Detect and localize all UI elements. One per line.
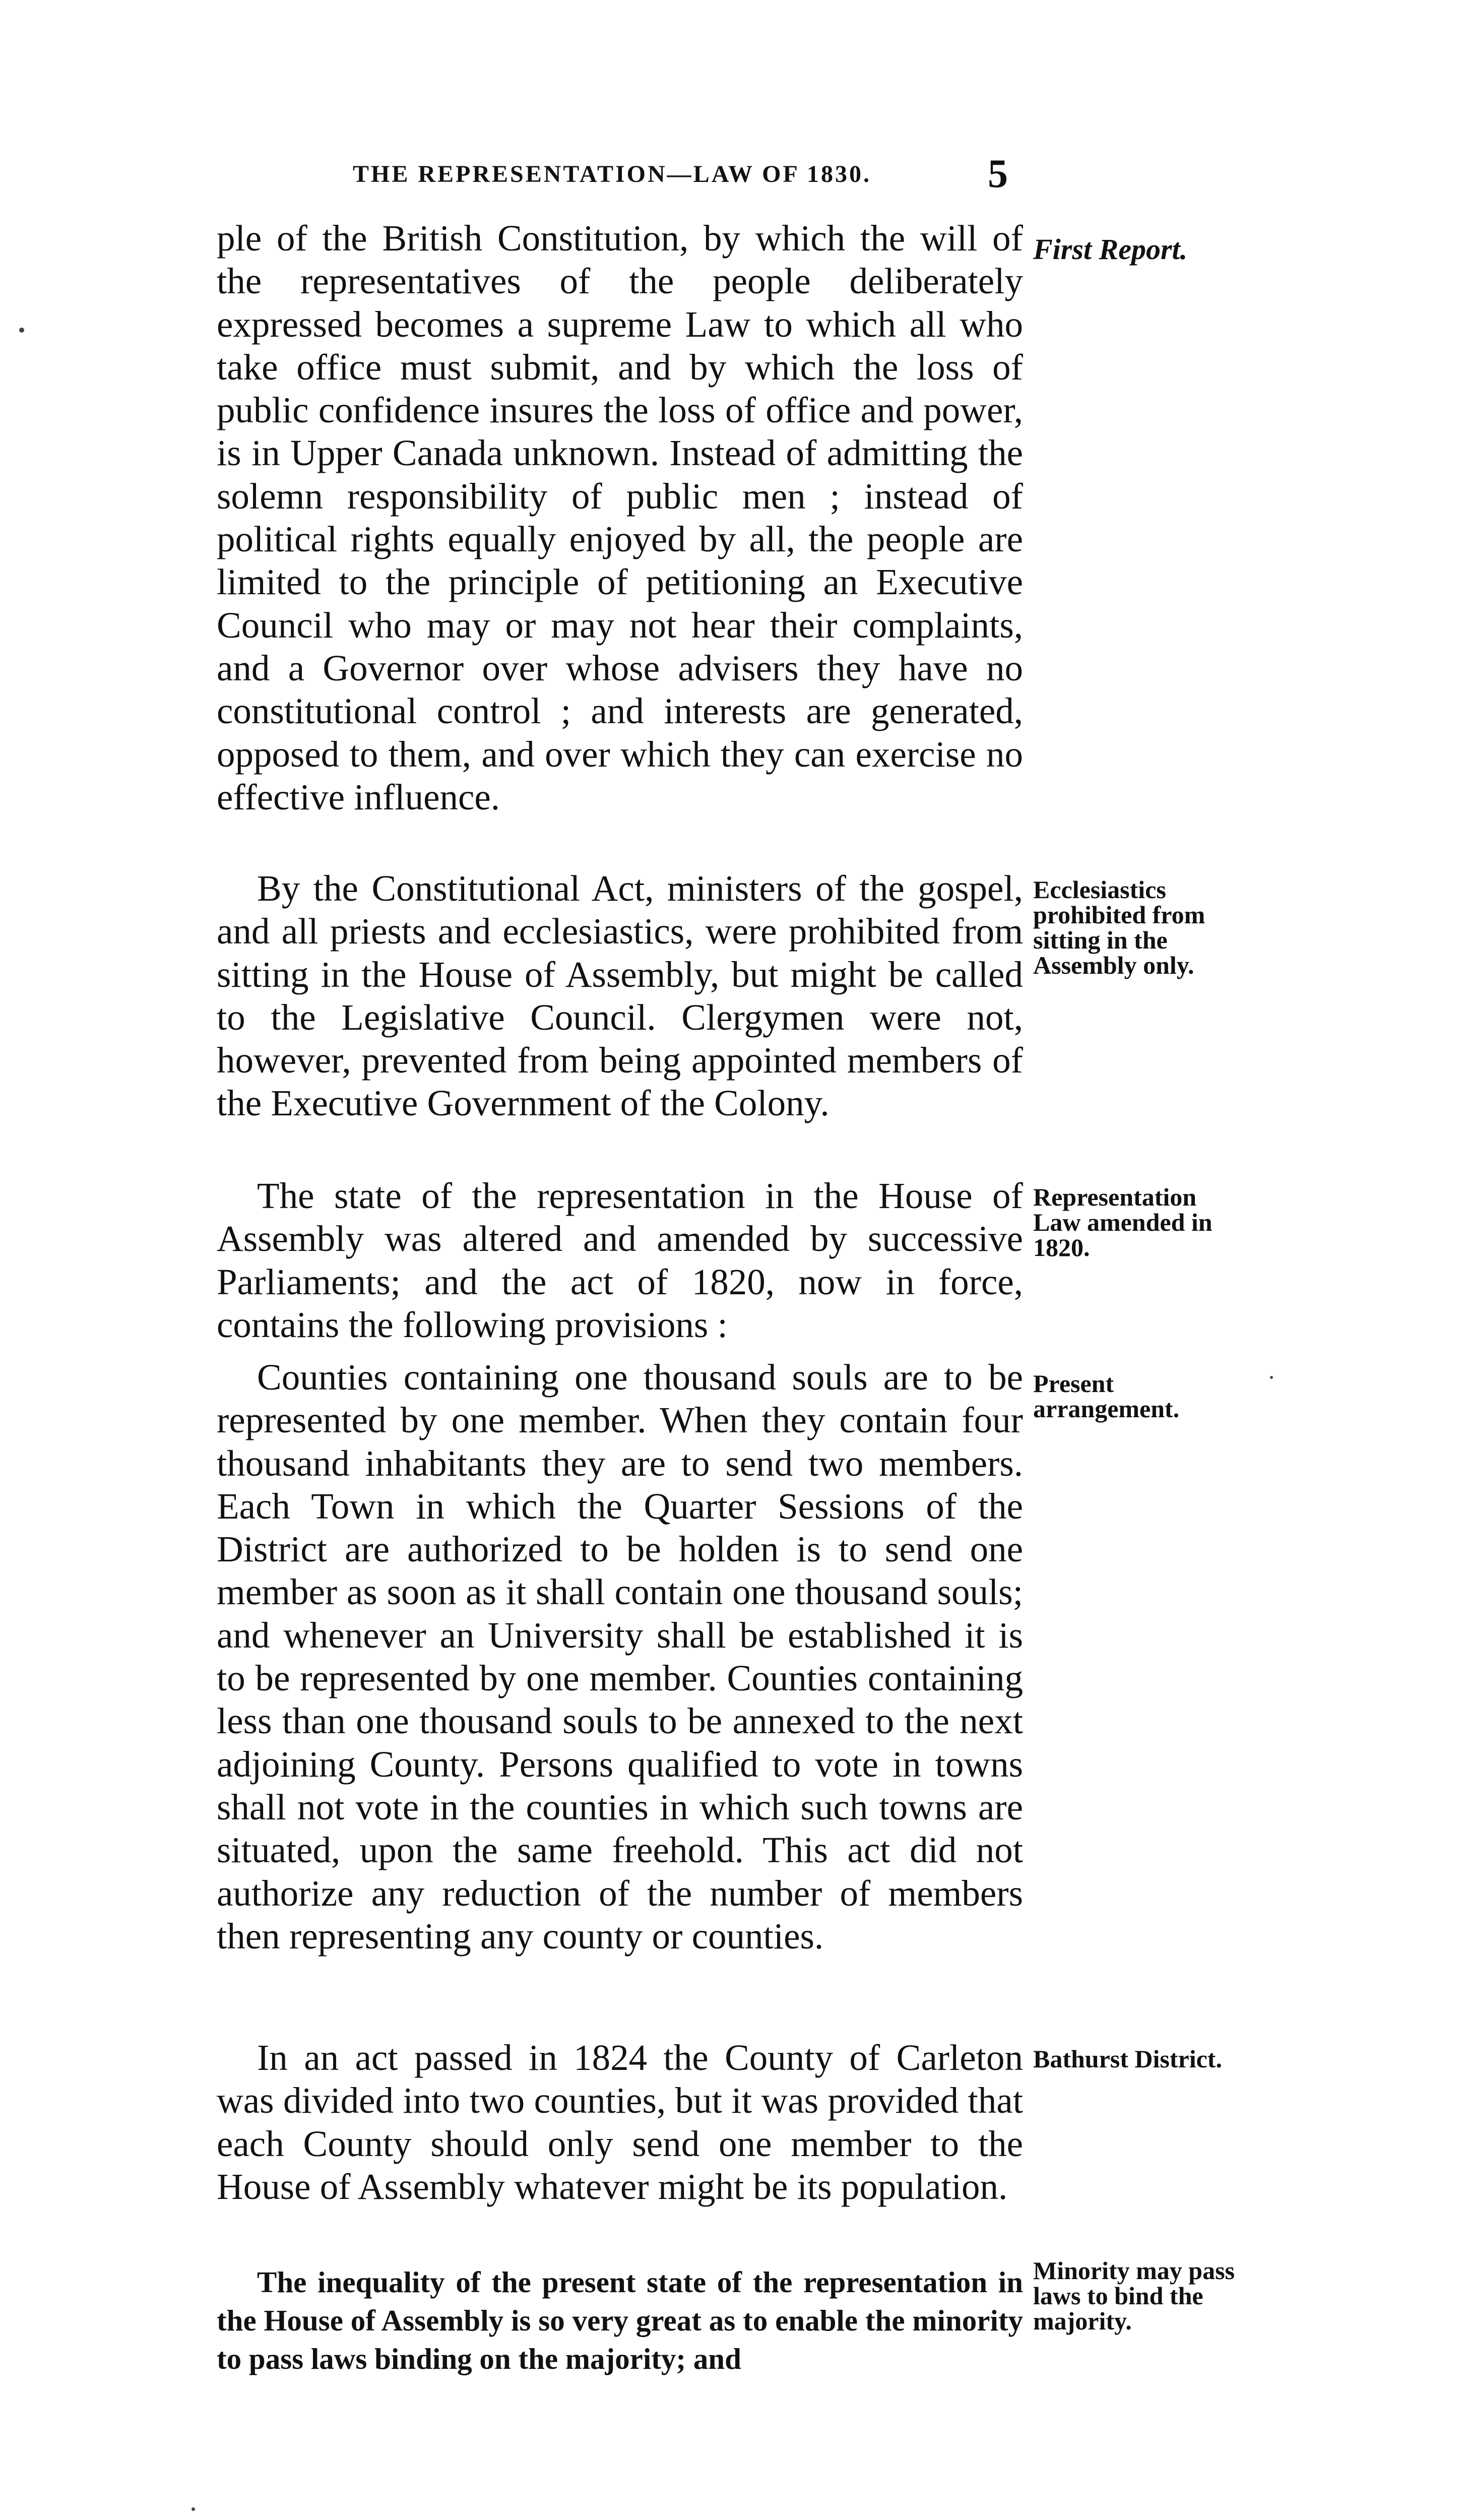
scan-speck [192, 2507, 195, 2511]
paragraph-text: The state of the representation in the House of Assembly was altered and amended by successive Parliaments; and the act of 1820, now in force, contains the following provisions : [217, 1175, 1023, 1345]
page-number: 5 [988, 152, 1008, 196]
scan-speck [19, 328, 24, 333]
paragraph-text: The inequality of the present state of the representation in the House of Assembly is so very great as to enable the minority to pass laws binding on the majority; and [217, 2265, 1023, 2375]
paragraph-state-of-representation [217, 1174, 1023, 1346]
side-note-bathurst-district: Bathurst District. [1033, 2045, 1222, 2073]
paragraph-counties-provisions [217, 1356, 1023, 1958]
side-note-minority: Minority may pass laws to bind the majority. [1033, 2256, 1235, 2335]
side-note-representation-law: Representation Law amended in 1820. [1033, 1183, 1213, 1262]
running-head: THE REPRESENTATION—LAW OF 1830. [353, 161, 872, 187]
paragraph-carleton-act [217, 2036, 1023, 2208]
paragraph-inequality [217, 2263, 1023, 2378]
paragraph-text: By the Constitutional Act, ministers of the gospel, and all priests and ecclesiastics, were prohibited from sitting in the House of Assembly, but might be called to the Legislative Council. Clergymen were not, however, prevented from being appointed members of the Executive Government of the Colony. [217, 868, 1023, 1124]
paragraph-text: In an act passed in 1824 the County of Carleton was divided into two counties, but it was provided that each County should only send one member to the House of Assembly whatever might be its population. [217, 2037, 1023, 2207]
paragraph-constitutional-act [217, 867, 1023, 1125]
scan-speck [1270, 1376, 1273, 1379]
paragraph-british-constitution [217, 217, 1023, 818]
paragraph-text: Counties containing one thousand souls are to be represented by one member. When they contain four thousand inhabitants they are to send two members. Each Town in which the Quarter Sessions of the District are authorized to be holden is to send one member as soon as it shall contain one thousand souls; and whenever an University shall be established it is to be represented by one member. Counties containing less than one thousand souls to be annexed to the next adjoining County. Persons qualified to vote in towns shall not vote in the counties in which such towns are situated, upon the same freehold. This act did not authorize any reduction of the number of members then representing any county or counties. [217, 1357, 1023, 1957]
paragraph-text: ple of the British Constitution, by which the will of the representatives of the people deliberately expressed becomes a supreme Law to which all who take office must submit, and by which the loss of public confidence insures the loss of office and power, is in Upper Canada unknown. Instead of admitting the solemn responsibility of public men ; instead of political rights equally enjoyed by all, the people are limited to the principle of petitioning an Executive Council who may or may not hear their complaints, and a Governor over whose advisers they have no constitutional control ; and interests are generated, opposed to them, and over which they can exercise no effective influence. [217, 218, 1023, 817]
side-note-first-report: First Report. [1033, 233, 1188, 266]
side-note-present-arrangement: Present arrangement. [1033, 1369, 1180, 1423]
side-note-ecclesiastics: Ecclesiastics prohibited from sitting in the Assembly only. [1033, 875, 1205, 979]
